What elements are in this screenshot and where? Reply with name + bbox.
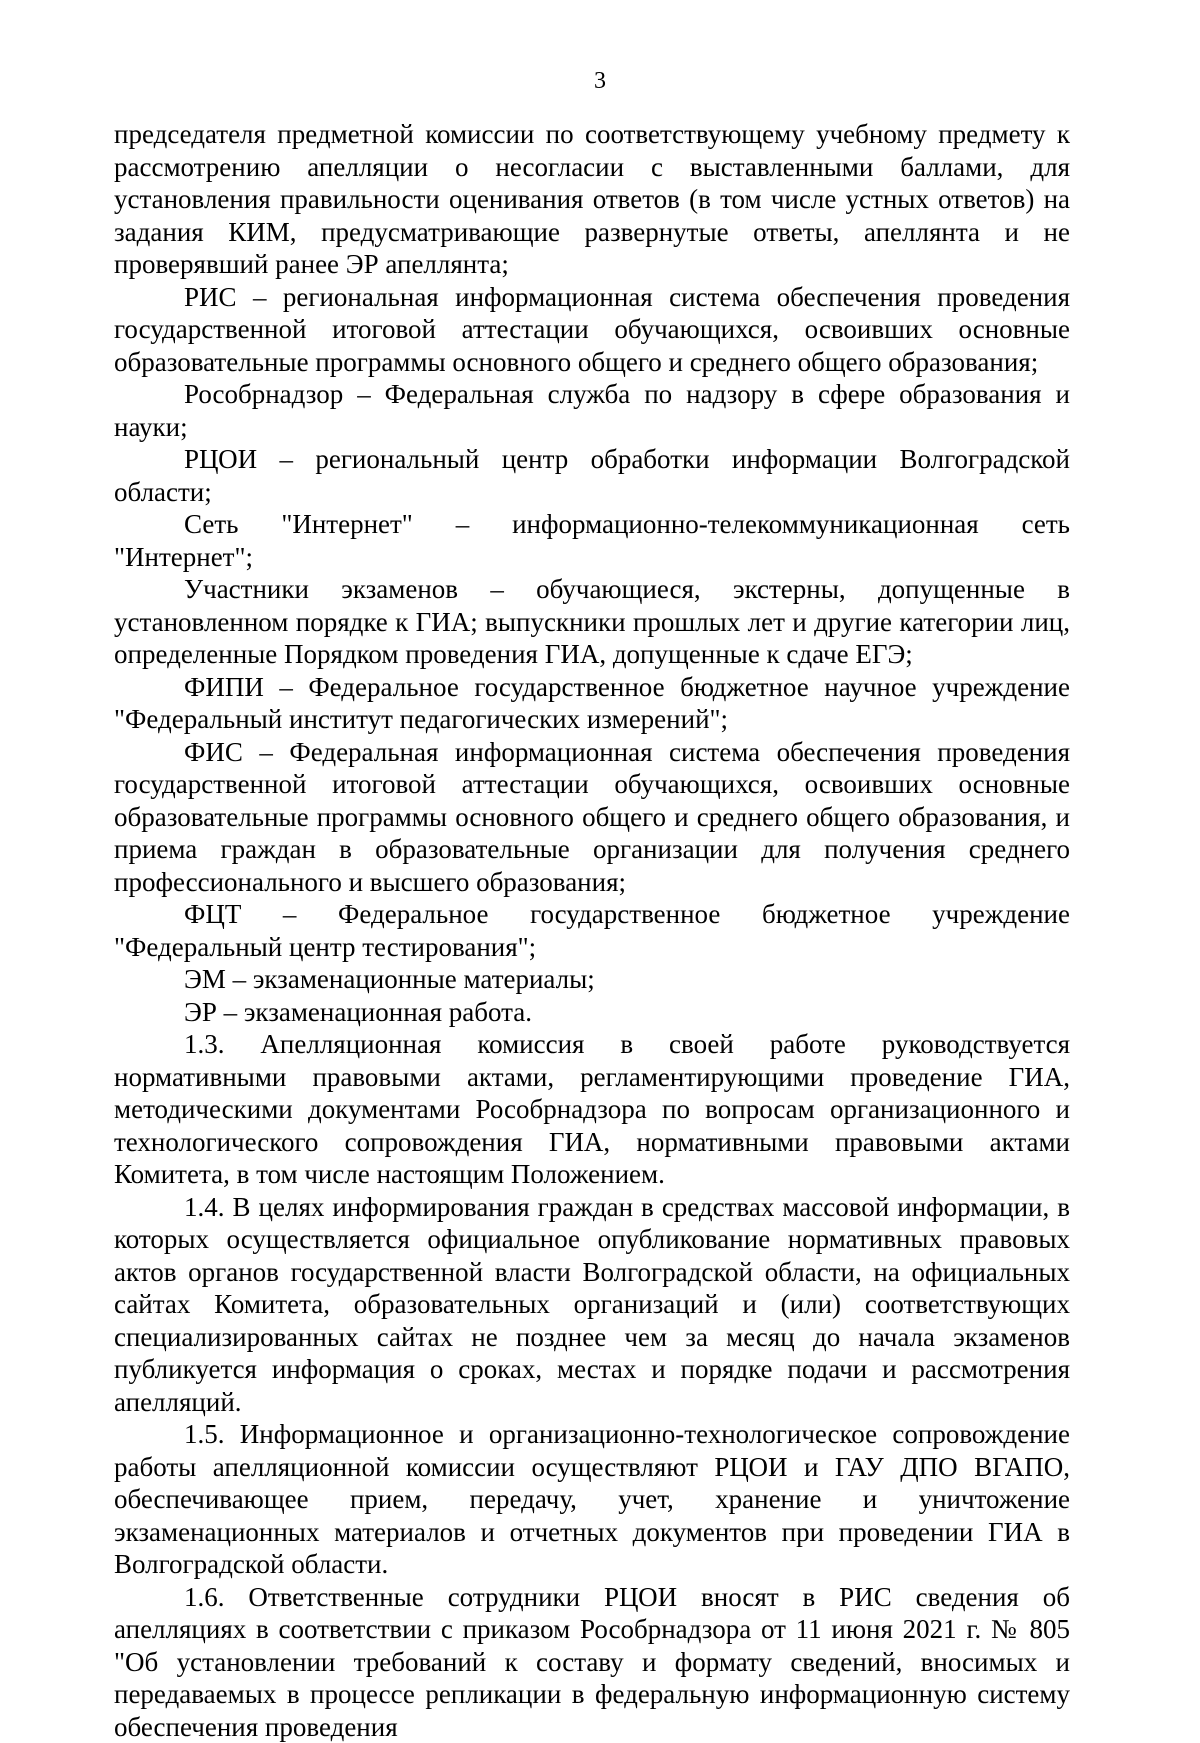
paragraph: 1.4. В целях информирования граждан в средствах массовой информации, в которых осуществляется официальное опубликование нормативных правовых актов органов государственной власти Волгоградской области, на официальных сайтах Комитета, образовательных организаций и (или) соответствующих специализированных сайтах не позднее чем за месяц до начала экзаменов публикуется информация о сроках, местах и порядке подачи и рассмотрения апелляций. [114,1191,1070,1419]
paragraph: 1.5. Информационное и организационно-технологическое сопровождение работы апелляционной комиссии осуществляют РЦОИ и ГАУ ДПО ВГАПО, обеспечивающее прием, передачу, учет, хранение и уничтожение экзаменационных материалов и отчетных документов при проведении ГИА в Волгоградской области. [114,1418,1070,1581]
paragraph: Рособрнадзор – Федеральная служба по надзору в сфере образования и науки; [114,378,1070,443]
paragraph: 1.6. Ответственные сотрудники РЦОИ вносят в РИС сведения об апелляциях в соответствии с приказом Рособрнадзора от 11 июня 2021 г. № 805 "Об установлении требований к составу и формату сведений, вносимых и передаваемых в процессе репликации в федеральную информационную систему обеспечения проведения [114,1581,1070,1743]
paragraph: ЭР – экзаменационная работа. [114,996,1070,1029]
paragraph: ЭМ – экзаменационные материалы; [114,963,1070,996]
paragraph: РЦОИ – региональный центр обработки информации Волгоградской области; [114,443,1070,508]
document-body [114,118,1070,1743]
page-number: 3 [0,67,1200,95]
paragraph: 1.3. Апелляционная комиссия в своей работе руководствуется нормативными правовыми актами, регламентирующими проведение ГИА, методическими документами Рособрнадзора по вопросам организационного и технологического сопровождения ГИА, нормативными правовыми актами Комитета, в том числе настоящим Положением. [114,1028,1070,1191]
paragraph: РИС – региональная информационная система обеспечения проведения государственной итоговой аттестации обучающихся, освоивших основные образовательные программы основного общего и среднего общего образования; [114,281,1070,379]
paragraph: председателя предметной комиссии по соответствующему учебному предмету к рассмотрению апелляции о несогласии с выставленными баллами, для установления правильности оценивания ответов (в том числе устных ответов) на задания КИМ, предусматривающие развернутые ответы, апеллянта и не проверявший ранее ЭР апеллянта; [114,118,1070,281]
paragraph: ФИС – Федеральная информационная система обеспечения проведения государственной итоговой аттестации обучающихся, освоивших основные образовательные программы основного общего и среднего общего образования, и приема граждан в образовательные организации для получения среднего профессионального и высшего образования; [114,736,1070,899]
paragraph: ФЦТ – Федеральное государственное бюджетное учреждение "Федеральный центр тестирования"; [114,898,1070,963]
paragraph: Участники экзаменов – обучающиеся, экстерны, допущенные в установленном порядке к ГИА; выпускники прошлых лет и другие категории лиц, определенные Порядком проведения ГИА, допущенные к сдаче ЕГЭ; [114,573,1070,671]
paragraph: ФИПИ – Федеральное государственное бюджетное научное учреждение "Федеральный институт педагогических измерений"; [114,671,1070,736]
paragraph: Сеть "Интернет" – информационно-телекоммуникационная сеть "Интернет"; [114,508,1070,573]
